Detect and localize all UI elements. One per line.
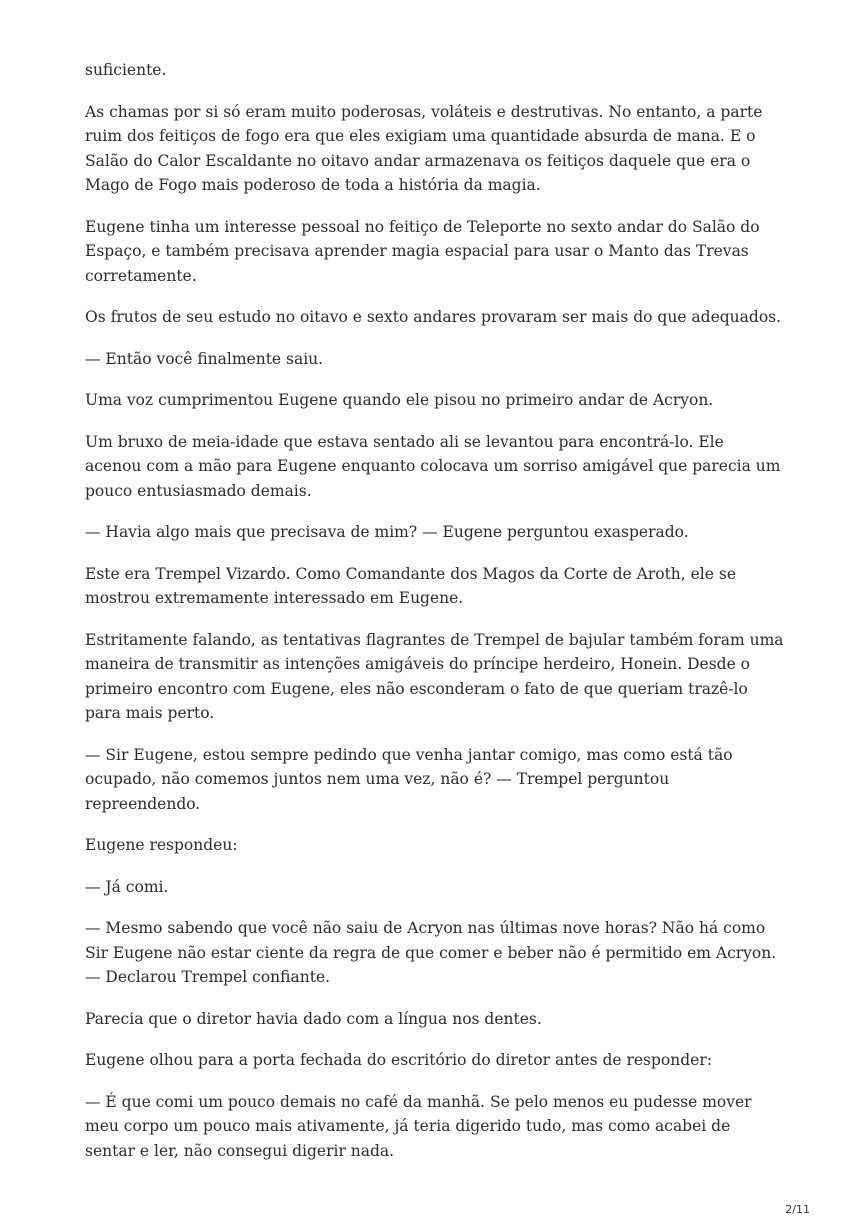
paragraph: — É que comi um pouco demais no café da manhã. Se pelo menos eu pudesse mover meu corpo um pouco mais ativamente, já teria digerido tudo, mas como acabei de sentar e ler, não consegui digerir nada.	[85, 1092, 752, 1160]
paragraph: Eugene respondeu:	[85, 836, 238, 854]
page-number: 2/11	[785, 1203, 810, 1216]
paragraph: As chamas por si só eram muito poderosas, voláteis e destrutivas. No entanto, a parte ruim dos feitiços de fogo era que eles exigiam uma quantidade absurda de mana. E o Salão do Calor Escaldante no oitavo andar armazenava os feitiços daquele que era o Mago de Fogo mais poderoso de toda a história da magia.	[85, 102, 763, 194]
paragraph: Eugene olhou para a porta fechada do escritório do diretor antes de responder:	[85, 1051, 712, 1069]
paragraph: Uma voz cumprimentou Eugene quando ele pisou no primeiro andar de Acryon.	[85, 391, 714, 409]
paragraph: Os frutos de seu estudo no oitavo e sexto andares provaram ser mais do que adequados.	[85, 308, 782, 326]
paragraph: Estritamente falando, as tentativas flagrantes de Trempel de bajular também foram uma maneira de transmitir as intenções amigáveis do príncipe herdeiro, Honein. Desde o primeiro encontro com Eugene, eles não esconderam o fato de que queriam trazê-lo para mais perto.	[85, 630, 784, 722]
paragraph: Parecia que o diretor havia dado com a língua nos dentes.	[85, 1009, 542, 1028]
paragraph: — Então você finalmente saiu.	[85, 349, 324, 368]
paragraph: — Mesmo sabendo que você não saiu de Acryon nas últimas nove horas? Não há como Sir Eugene não estar ciente da regra de que comer e beber não é permitido em Acryon. — Declarou Trempel confiante.	[85, 919, 777, 986]
paragraph: Eugene tinha um interesse pessoal no feitiço de Teleporte no sexto andar do Salão do Espaço, e também precisava aprender magia espacial para usar o Manto das Trevas corretamente.	[85, 217, 760, 285]
paragraph: Um bruxo de meia-idade que estava sentado ali se levantou para encontrá-lo. Ele acenou com a mão para Eugene enquanto colocava um sorriso amigável que parecia um pouco entusiasmado demais.	[85, 432, 781, 500]
paragraph: Este era Trempel Vizardo. Como Comandante dos Magos da Corte de Aroth, ele se mostrou extremamente interessado em Eugene.	[85, 564, 736, 607]
document-page	[85, 58, 785, 1180]
paragraph: suficiente.	[85, 61, 167, 79]
paragraph: — Já comi.	[85, 877, 169, 896]
paragraph: — Havia algo mais que precisava de mim? — Eugene perguntou exasperado.	[85, 523, 689, 541]
paragraph: — Sir Eugene, estou sempre pedindo que venha jantar comigo, mas como está tão ocupado, não comemos juntos nem uma vez, não é? — Trempel perguntou repreendendo.	[85, 745, 733, 813]
